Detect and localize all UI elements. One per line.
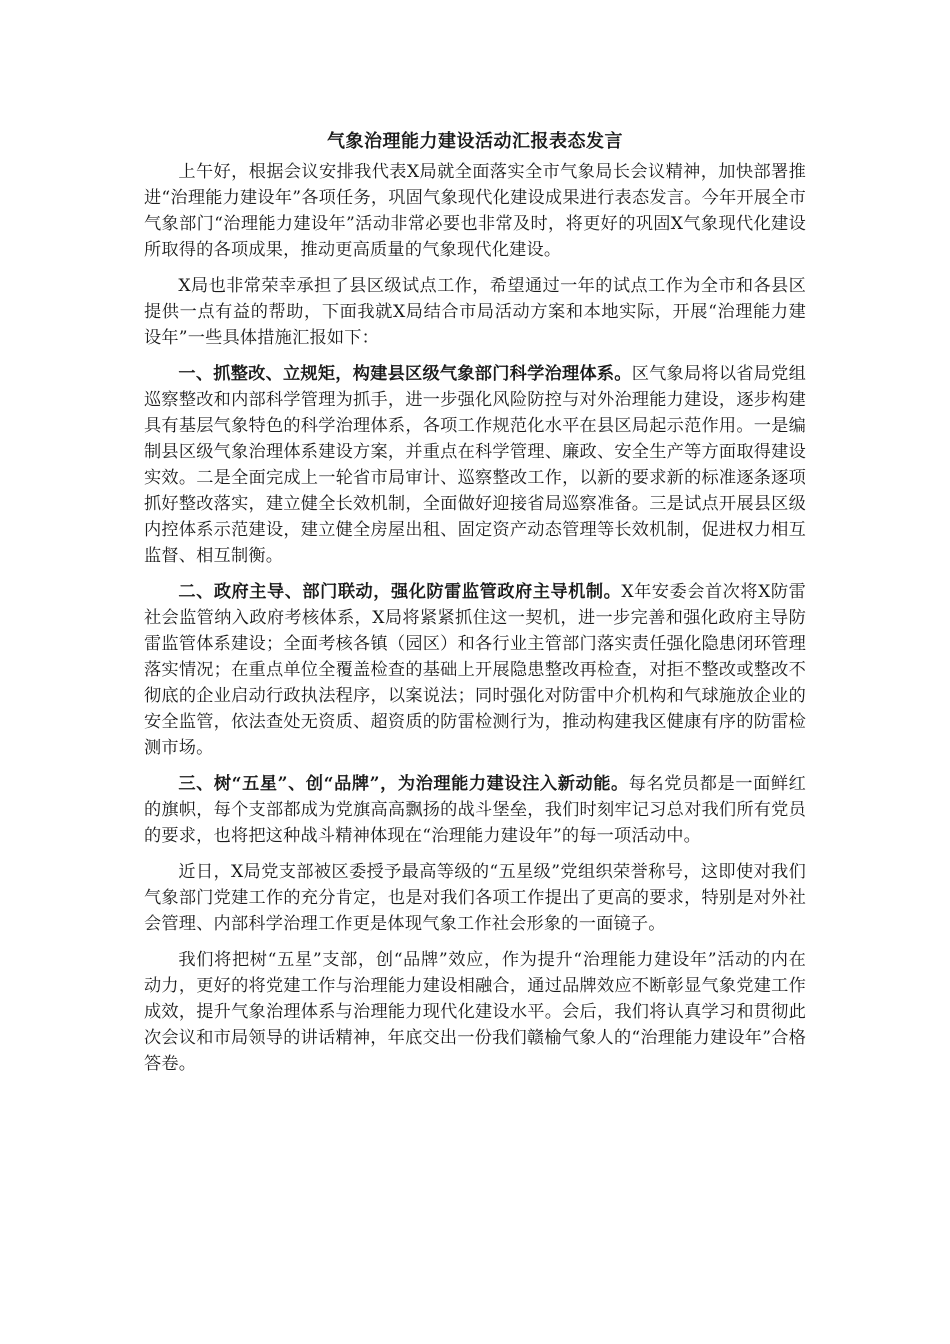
section-heading-1: 一、抓整改、立规矩，构建县区级气象部门科学治理体系。 — [178, 364, 632, 384]
paragraph-text: 近日，X局党支部被区委授予最高等级的“五星级”党组织荣誉称号，这即使对我们气象部门党建工作的充分肯定，也是对我们各项工作提出了更高的要求，特别是对外社会管理、内部科学治理工作更是体现气象工作社会形象的一面镜子。 — [144, 862, 806, 934]
paragraph-text: 区气象局将以省局党组巡察整改和内部科学管理为抓手，进一步强化风险防控与对外治理能力建设，逐步构建具有基层气象特色的科学治理体系，各项工作规范化水平在县区局起示范作用。一是编制县区级气象治理体系建设方案，并重点在科学管理、廉政、安全生产等方面取得建设实效。二是全面完成上一轮省市局审计、巡察整改工作，以新的要求新的标准逐条逐项抓好整改落实，建立健全长效机制，全面做好迎接省局巡察准备。三是试点开展县区级内控体系示范建设，建立健全房屋出租、固定资产动态管理等长效机制，促进权力相互监督、相互制衡。 — [144, 364, 806, 566]
paragraph-2 — [144, 273, 806, 351]
section-heading-2: 二、政府主导、部门联动，强化防雷监管政府主导机制。 — [178, 582, 622, 602]
paragraph-3 — [144, 361, 806, 569]
paragraph-text: 我们将把树“五星”支部，创“品牌”效应，作为提升“治理能力建设年”活动的内在动力，更好的将党建工作与治理能力建设相融合，通过品牌效应不断彰显气象党建工作成效，提升气象治理体系与治理能力现代化建设水平。会后，我们将认真学习和贯彻此次会议和市局领导的讲话精神，年底交出一份我们赣榆气象人的“治理能力建设年”合格答卷。 — [144, 950, 806, 1074]
paragraph-text: X局也非常荣幸承担了县区级试点工作，希望通过一年的试点工作为全市和各县区提供一点有益的帮助，下面我就X局结合市局活动方案和本地实际，开展“治理能力建设年”一些具体措施汇报如下： — [144, 276, 806, 348]
paragraph-5 — [144, 771, 806, 849]
section-heading-3: 三、树“五星”、创“品牌”，为治理能力建设注入新动能。 — [178, 774, 629, 794]
document-body — [144, 127, 806, 1087]
paragraph-text: X年安委会首次将X防雷社会监管纳入政府考核体系，X局将紧紧抓住这一契机，进一步完善和强化政府主导防雷监管体系建设；全面考核各镇（园区）和各行业主管部门落实责任强化隐患闭环管理落实情况；在重点单位全覆盖检查的基础上开展隐患整改再检查，对拒不整改或整改不彻底的企业启动行政执法程序，以案说法；同时强化对防雷中介机构和气球施放企业的安全监管，依法查处无资质、超资质的防雷检测行为，推动构建我区健康有序的防雷检测市场。 — [144, 582, 806, 758]
paragraph-text: 上午好，根据会议安排我代表X局就全面落实全市气象局长会议精神，加快部署推进“治理能力建设年”各项任务，巩固气象现代化建设成果进行表态发言。今年开展全市气象部门“治理能力建设年”活动非常必要也非常及时，将更好的巩固X气象现代化建设所取得的各项成果，推动更高质量的气象现代化建设。 — [144, 162, 806, 260]
paragraph-text: 每名党员都是一面鲜红的旗帜，每个支部都成为党旗高高飘扬的战斗堡垒，我们时刻牢记习总对我们所有党员的要求，也将把这种战斗精神体现在“治理能力建设年”的每一项活动中。 — [144, 774, 806, 846]
document-title: 气象治理能力建设活动汇报表态发言 — [327, 131, 623, 152]
paragraph-6 — [144, 859, 806, 937]
paragraph-4 — [144, 579, 806, 761]
paragraph-7 — [144, 947, 806, 1077]
paragraph-1 — [144, 159, 806, 263]
